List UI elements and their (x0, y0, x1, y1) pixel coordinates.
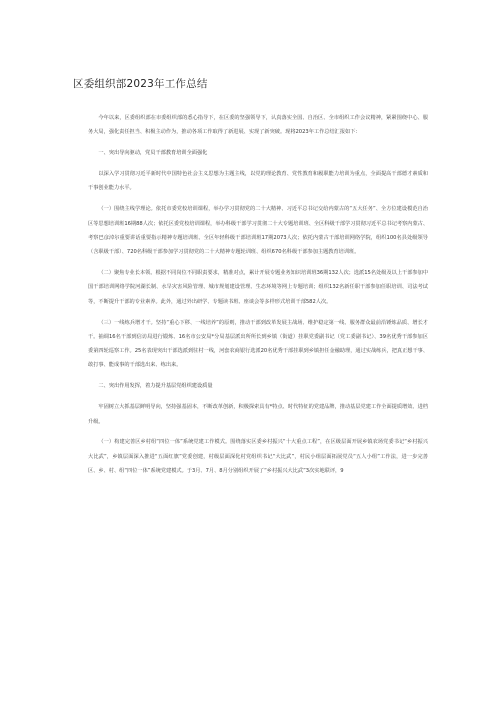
document-body (88, 111, 428, 478)
intro-paragraph: 今年以来，区委组织部在市委组织部的悉心指导下，在区委的坚强领导下，认真落实全国、自治区、全市组织工作会议精神，紧紧围绕中心、服务大局，强化责任担当、积极主动作为，推动各项工作取得了新进展、实现了新突破。现将2023年工作总结汇报如下： (88, 115, 428, 136)
section-1-item-1-paragraph: （一）围绕主线学理论。依托市委党校培训课程，举办学习贯彻党的二十大精神、习近平总书记交给内蒙古的“五大任务”、全方位建设模范自治区等思想培训班16期88人次；依托区委党校培训课程，举办科级干部学习贯彻二十大专题培训班、全区科级干部学习贯彻习近平总书记考察内蒙古、考察巴彦淖尔重要讲话重要指示精神专题培训班、全区年轻科级干部培训班17期2073人次；依托内蒙古干部培训网络学院，组织100名县处级领导（含职级干部）、720名科级干部参加学习贯彻党的二十大精神专题轮训班、组织670名科级干部参加主题教育培训班。 (88, 206, 429, 256)
document-title: 区委组织部2023年工作总结 (73, 78, 208, 90)
section-heading-2: 二、突出作用发挥，着力提升基层党组织建设质量 (98, 383, 213, 390)
section-heading-1: 一、突出导向驱动，党员干部教育培训全面强化 (98, 150, 208, 157)
section-2-intro-paragraph: 牢固树立大抓基层鲜明导向，坚持强基固本，不断改革创新，积极探索具有*特点、时代特征的党建品牌，推动基层党建工作全面提质增效、进档升级。 (88, 404, 428, 425)
section-1-item-3-paragraph: （三）一线练兵增才干。坚持“重心下移、一线培养”的原则，推动干部到改革发展主战场、维护稳定第一线、服务群众最前沿锤炼品质、增长才干。抽调16名干部到信访局进行锻炼、16名市公安局*分局基层派出所所长到乡镇（街道）挂职党委副书记（党工委副书记）、39名优秀干部参加区委第四轮巡察工作。25名表现突出干部选派到驻村一线，河套农商银行选派20名优秀干部挂职到乡镇担任金融助理，通过实战练兵，把真正想干事、敢打事、能成事的干部选出来、练出来。 (88, 319, 429, 369)
section-2-item-1-paragraph: （一）构建完善区乡村组“四位一体”系统党建工作模式。围绕落实区委乡村振兴“十大重点工程”，在区级层面开展乡镇农场党委书记“乡村振兴大比武”，乡镇层面深入推进“五面红旗”党委创建，村级层面深化村党组织书记“大比武”，村民小组层面拓展党员“五人小组”工作法，进一步完善区、乡、村、组“四位一体”系统党建模式。于3月、7月、8月分别组织开展了“乡村振兴大比武”3次实地联评，9 (88, 439, 428, 474)
section-1-item-2-paragraph: （二）聚焦专业长本领。根据不同岗位不同职责要求，精准对点，累计开展专题业务知识培训班36期132人次；选派15名处级及以上干部参加中国干部培训网络学院河湖长制、水旱灾害风险管理、城市规划建设管理、生态环境等网上专题培训；组织132名新任职干部参加任职培训、司法考试等，不断提升干部的专业素养。此外，通过外出研学、专题读书班、座谈会等多样形式培训干部582人次。 (88, 270, 428, 305)
section-1-intro-paragraph: 以深入学习贯彻习近平新时代中国特色社会主义思想为主题主线，以党的理论教育、党性教育和履职能力培训为重点，全面提高干部德才素质和干事创业能力水平。 (88, 171, 428, 192)
